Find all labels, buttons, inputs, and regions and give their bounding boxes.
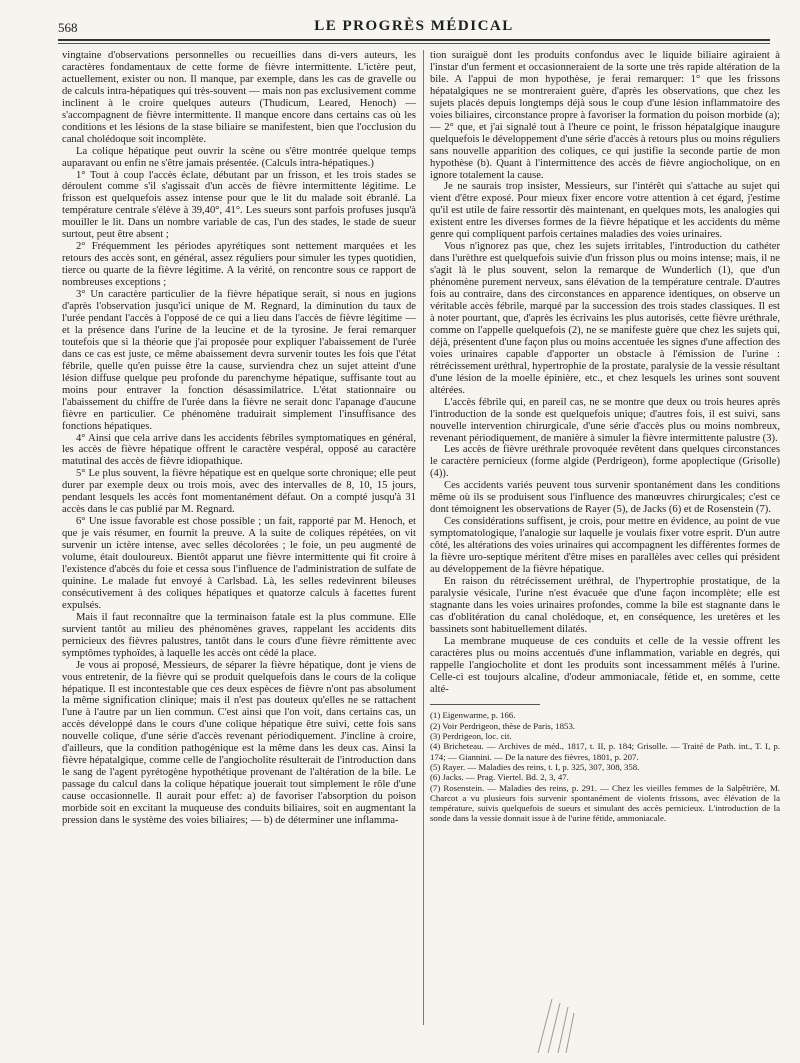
paragraph: Ces accidents variés peuvent tous survenir spontanément dans les conditions même où ils se produisent sous l'influence des manœuvres chirurgicales; c'est ce dont témoignent les observations de Rayer (5), de Jacks (6) et de Rosenstein (7). [430,480,780,516]
paragraph: 5° Le plus souvent, la fièvre hépatique est en quelque sorte chronique; elle peut durer par exemple deux ou trois mois, avec des intervalles de 8, 10, 15 jours, pendant lesquels les accès font momentanément défaut. On a compté jusqu'à 31 accès dans le cas publié par M. Regnard. [62,468,416,516]
paragraph: Je vous ai proposé, Messieurs, de séparer la fièvre hépatique, dont je viens de vous entretenir, de la fièvre qui se produit quelquefois dans le cours de la colique hépatique. Il est incontestable que ces deux espèces de fièvre n'ont pas absolument la même signification clinique; mais il n'est pas douteux qu'elles ne se rattachent l'une à l'autre par un lien commun. C'est ainsi que l'on voit, dans certains cas, un accès développé dans le cours d'une colique hépatique être suivi, cette fois sans nouvelle colique, d'une série d'accès revenant périodiquement. J'incline à croire, d'ailleurs, que la condition pathogénique est la même dans les deux cas. Ainsi la fièvre hépatalgique, comme celle de l'angiocholite résulterait de l'introduction dans le sang de l'agent pyrétogène hypothétique provenant de l'altération de la bile. Le passage du calcul dans la colique hépatique jouerait tout simplement le rôle d'une cause occasionnelle. Il aurait pour effet: a) de favoriser l'absorption du poison morbide soit en excitant la muqueuse des conduits biliaires, soit en augmentant la pression dans le système des voies biliaires; — b) de déterminer une inflamma- [62,659,416,826]
right-column [430,50,780,824]
footnote-rule [430,704,540,705]
paragraph: Les accès de fièvre uréthrale provoquée revêtent dans quelques circonstances le caractère pernicieux (forme algide (Perdrigeon), forme apoplectique (Grisolle) (4)). [430,444,780,480]
paragraph: La membrane muqueuse de ces conduits et celle de la vessie offrent les caractères plus ou moins accentués d'une inflammation, variable en degrés, qui rappelle l'angiocholite et dont les produits sont incessamment mêlés à l'urine. Celle-ci est toujours alcaline, d'odeur ammoniacale, fétide et, en somme, cette alté- [430,635,780,695]
footnote: (7) Rosenstein. — Maladies des reins, p. 291. — Chez les vieilles femmes de la Salpêtrière, M. Charcot a vu plusieurs fois survenir spontanément de violents frissons, avec élévation de la température, suivis quelquefois de sueurs et simulant des accès pernicieux. L'introduction de la sonde dans la vessie donnait issue à de l'urine fétide, ammoniacale. [430,782,780,824]
pencil-scribble [530,995,600,1055]
paragraph: 6° Une issue favorable est chose possible ; un fait, rapporté par M. Henoch, et que je vais résumer, en fournit la preuve. A la suite de coliques répétées, on vit survenir un ictère intense, avec selles décolorées ; le foie, un peu augmenté de volume, était douloureux. Bientôt apparut une fièvre intermittente qui fit croire à l'existence d'abcès du foie et cessa sous l'influence de l'administration de sulfate de quinine. Le malade fut envoyé à Carlsbad. Là, les selles redevinrent bileuses consécutivement à des coliques hépatiques et quatorze calculs à facettes furent expulsés. [62,516,416,611]
paragraph: La colique hépatique peut ouvrir la scène ou s'être montrée quelque temps auparavant ou enfin ne s'être jamais présentée. (Calculs intra-hépatiques.) [62,145,416,169]
running-title: LE PROGRÈS MÉDICAL [314,18,514,34]
column-divider [423,50,424,1025]
paragraph: tion suraiguë dont les produits confondus avec le liquide biliaire agiraient à l'instar d'un ferment et occasionneraient de la sorte une très rapide altération de la bile. A l'appui de mon hypothèse, je ferai remarquer: 1° que les frissons hépatalgiques ne se montreraient guère, d'après les observations, que chez les sujets placés depuis longtemps déjà sous le coup d'une lésion inflammatoire des voies biliaires, circonstance propre à favoriser la formation du poison morbide (a); — 2° que, et j'ai signalé tout à l'heure ce point, le frisson hépatalgique inaugure quelquefois le développement d'une série d'accès à retours plus ou moins réguliers sans nouvelle apparition des coliques, ce qui justifie la seconde partie de mon hypothèse (b). Quant à l'intermittence des accès de fièvre angiocholique, on en ignore totalement la cause. [430,50,780,181]
footnote: (6) Jacks. — Prag. Viertel. Bd. 2, 3, 47. [430,772,569,783]
footnotes [430,710,780,823]
paragraph: vingtaine d'observations personnelles ou recueillies dans di-vers auteurs, les caractères fondamentaux de cette forme de fièvre intermittente. L'ictère peut, actuellement, exister ou non. Il manque, par exemple, dans les cas de gravelle ou de calculs intra-hépatiques qui très-souvent — mais non pas exclusivement comme inclinent à le croire quelques auteurs (Thudicum, Leared, Henoch) — s'accompagnent de fièvre intermittente. Il manque encore dans certains cas où les conditions et les lésions de la stase biliaire se manifestent, bien que l'occlusion du canal cholédoque soit incomplète. [62,50,416,145]
left-column [62,50,416,827]
footnote: (4) Bricheteau. — Archives de méd., 1817, t. II, p. 184; Grisolle. — Traité de Path. int., T. I, p. 174; — Giannini. — De la nature des fièvres, 1801, p. 207. [430,741,780,762]
paragraph: Ces considérations suffisent, je crois, pour mettre en évidence, au point de vue symptomatologique, l'analogie sur laquelle je voulais fixer votre esprit. D'un autre côté, les altérations des voies urinaires qui accompagnent les différentes formes de la fièvre uro-septique méritent d'être mises en parallèles avec celles qui président au développement de la fièvre hépatique. [430,516,780,575]
paragraph: 2° Fréquemment les périodes apyrétiques sont nettement marquées et les retours des accès sont, en général, assez réguliers pour simuler les types quotidien, tierce ou quarte de la fièvre légitime. A la vérité, on rencontre sous ce rapport de nombreuses exceptions ; [62,241,416,289]
paragraph: L'accès fébrile qui, en pareil cas, ne se montre que deux ou trois heures après l'introduction de la sonde est quelquefois unique; d'autres fois, il est suivi, sans nouvelle intervention chirurgicale, d'une série d'accès plus ou moins nombreux, revenant périodiquement, de manière à simuler la fièvre intermittente palustre (3). [430,396,780,444]
paragraph: 3° Un caractère particulier de la fièvre hépatique serait, si nous en jugions d'après l'observation jusqu'ici unique de M. Regnard, la diminution du taux de l'urée pendant l'accès à l'opposé de ce qui a lieu dans l'accès de fièvre légitime — et la présence dans l'urine de la leucine et de la tyrosine. Je ferai remarquer toutefois que si la théorie que j'ai proposée pour expliquer l'abaissement de l'urée dans ce cas est juste, ce même abaissement devra survenir toutes les fois que l'état fébrile, quelle qu'en puisse être la cause, surviendra chez un sujet atteint d'une lésion diffuse quelque peu profonde du parenchyme hépatique, suffisante tout au moins pour entraver la fonction désassimilatrice. L'état stationnaire ou l'abaissement du chiffre de l'urée dans la fièvre ne serait donc l'apanage d'aucune fièvre en particulier. Ce phénomène traduirait simplement l'insuffisance des fonctions hépatiques. [62,289,416,432]
paragraph: Je ne saurais trop insister, Messieurs, sur l'intérêt qui s'attache au sujet qui vient d'être exposé. Pour mieux fixer encore votre attention à cet égard, j'estime qu'il est utile de faire ressortir dès maintenant, en quelques mots, les analogies qui existent entre les diverses formes de la fièvre hépatique et les accidents du même genre qui compliquent parfois certaines maladies des voies urinaires. [430,181,780,241]
footnote: (1) Eigenwarme, p. 166. [430,710,516,721]
page-number: 568 [58,20,78,35]
footnote: (2) Voir Perdrigeon, thèse de Paris, 1853. [430,720,576,731]
paragraph: 1° Tout à coup l'accès éclate, débutant par un frisson, et les trois stades se déroulent comme s'il s'agissait d'un accès de fièvre intermittente légitime. Le frisson est quelquefois assez intense pour que le lit du malade soit ébranlé. La température centrale s'élève à 39,40°, 41°. Les sueurs sont parfois profuses jusqu'à mouiller le lit. Dans un nombre variable de cas, l'un des stades, le stade de sueur surtout, peut être absent ; [62,169,416,241]
footnote: (5) Rayer. — Maladies des reins, t. I, p. 325, 307, 308, 358. [430,761,640,772]
paragraph: Mais il faut reconnaître que la terminaison fatale est la plus commune. Elle survient tantôt au milieu des phénomènes graves, rappelant les accidents dits pernicieux des fièvres palustres, tantôt dans le cours d'une fièvre rémittente avec symptômes typhoïdes, à laquelle les accès ont cédé la place. [62,611,416,659]
header-rule [58,39,770,41]
header-rule-thin [58,43,770,44]
paragraph: 4° Ainsi que cela arrive dans les accidents fébriles symptomatiques en général, les accès de fièvre hépatique offrent le caractère vespéral, opposé au caractère matutinal des accès de fièvre idiopathique. [62,432,416,468]
paragraph: En raison du rétrécissement uréthral, de l'hypertrophie prostatique, de la paralysie vésicale, l'urine n'est évacuée que d'une façon incomplète; elle est stagnante dans les voies urinaires profondes, comme la bile est stagnante dans le cas d'oblitération du canal cholédoque, et, en conséquence, les uretères et les bassinets sont habituellement dilatés. [430,575,780,635]
paragraph: Vous n'ignorez pas que, chez les sujets irritables, l'introduction du cathéter dans l'urèthre est quelquefois suivie d'un frisson plus ou moins intense; mais, il ne s'agit là le plus souvent, selon la remarque de Wunderlich (1), que d'un phénomène purement nerveux, sans élévation de la température centrale. D'autres fois au contraire, dans des circonstances en apparence identiques, on observe un véritable accès fébrile, marqué par la succession des trois stades classiques. Il est à noter pourtant, que, d'après les écrivains les plus autorisés, cette fièvre uréthrale, comme on l'appelle quelquefois (2), ne se manifeste guère que chez les sujets qui, déjà, présentent d'une façon plus ou moins accentuée les signes d'une affection des voies urinaires capable d'apporter un obstacle à l'émission de l'urine : rétrécissement uréthral, hypertrophie de la prostate, paralysie de la vessie résultant d'une lésion de la moelle épinière, etc., et chez lesquels les urines sont souvent altérées. [430,241,780,396]
footnote: (3) Perdrigeon, loc. cit. [430,731,512,742]
page-header [58,18,770,40]
